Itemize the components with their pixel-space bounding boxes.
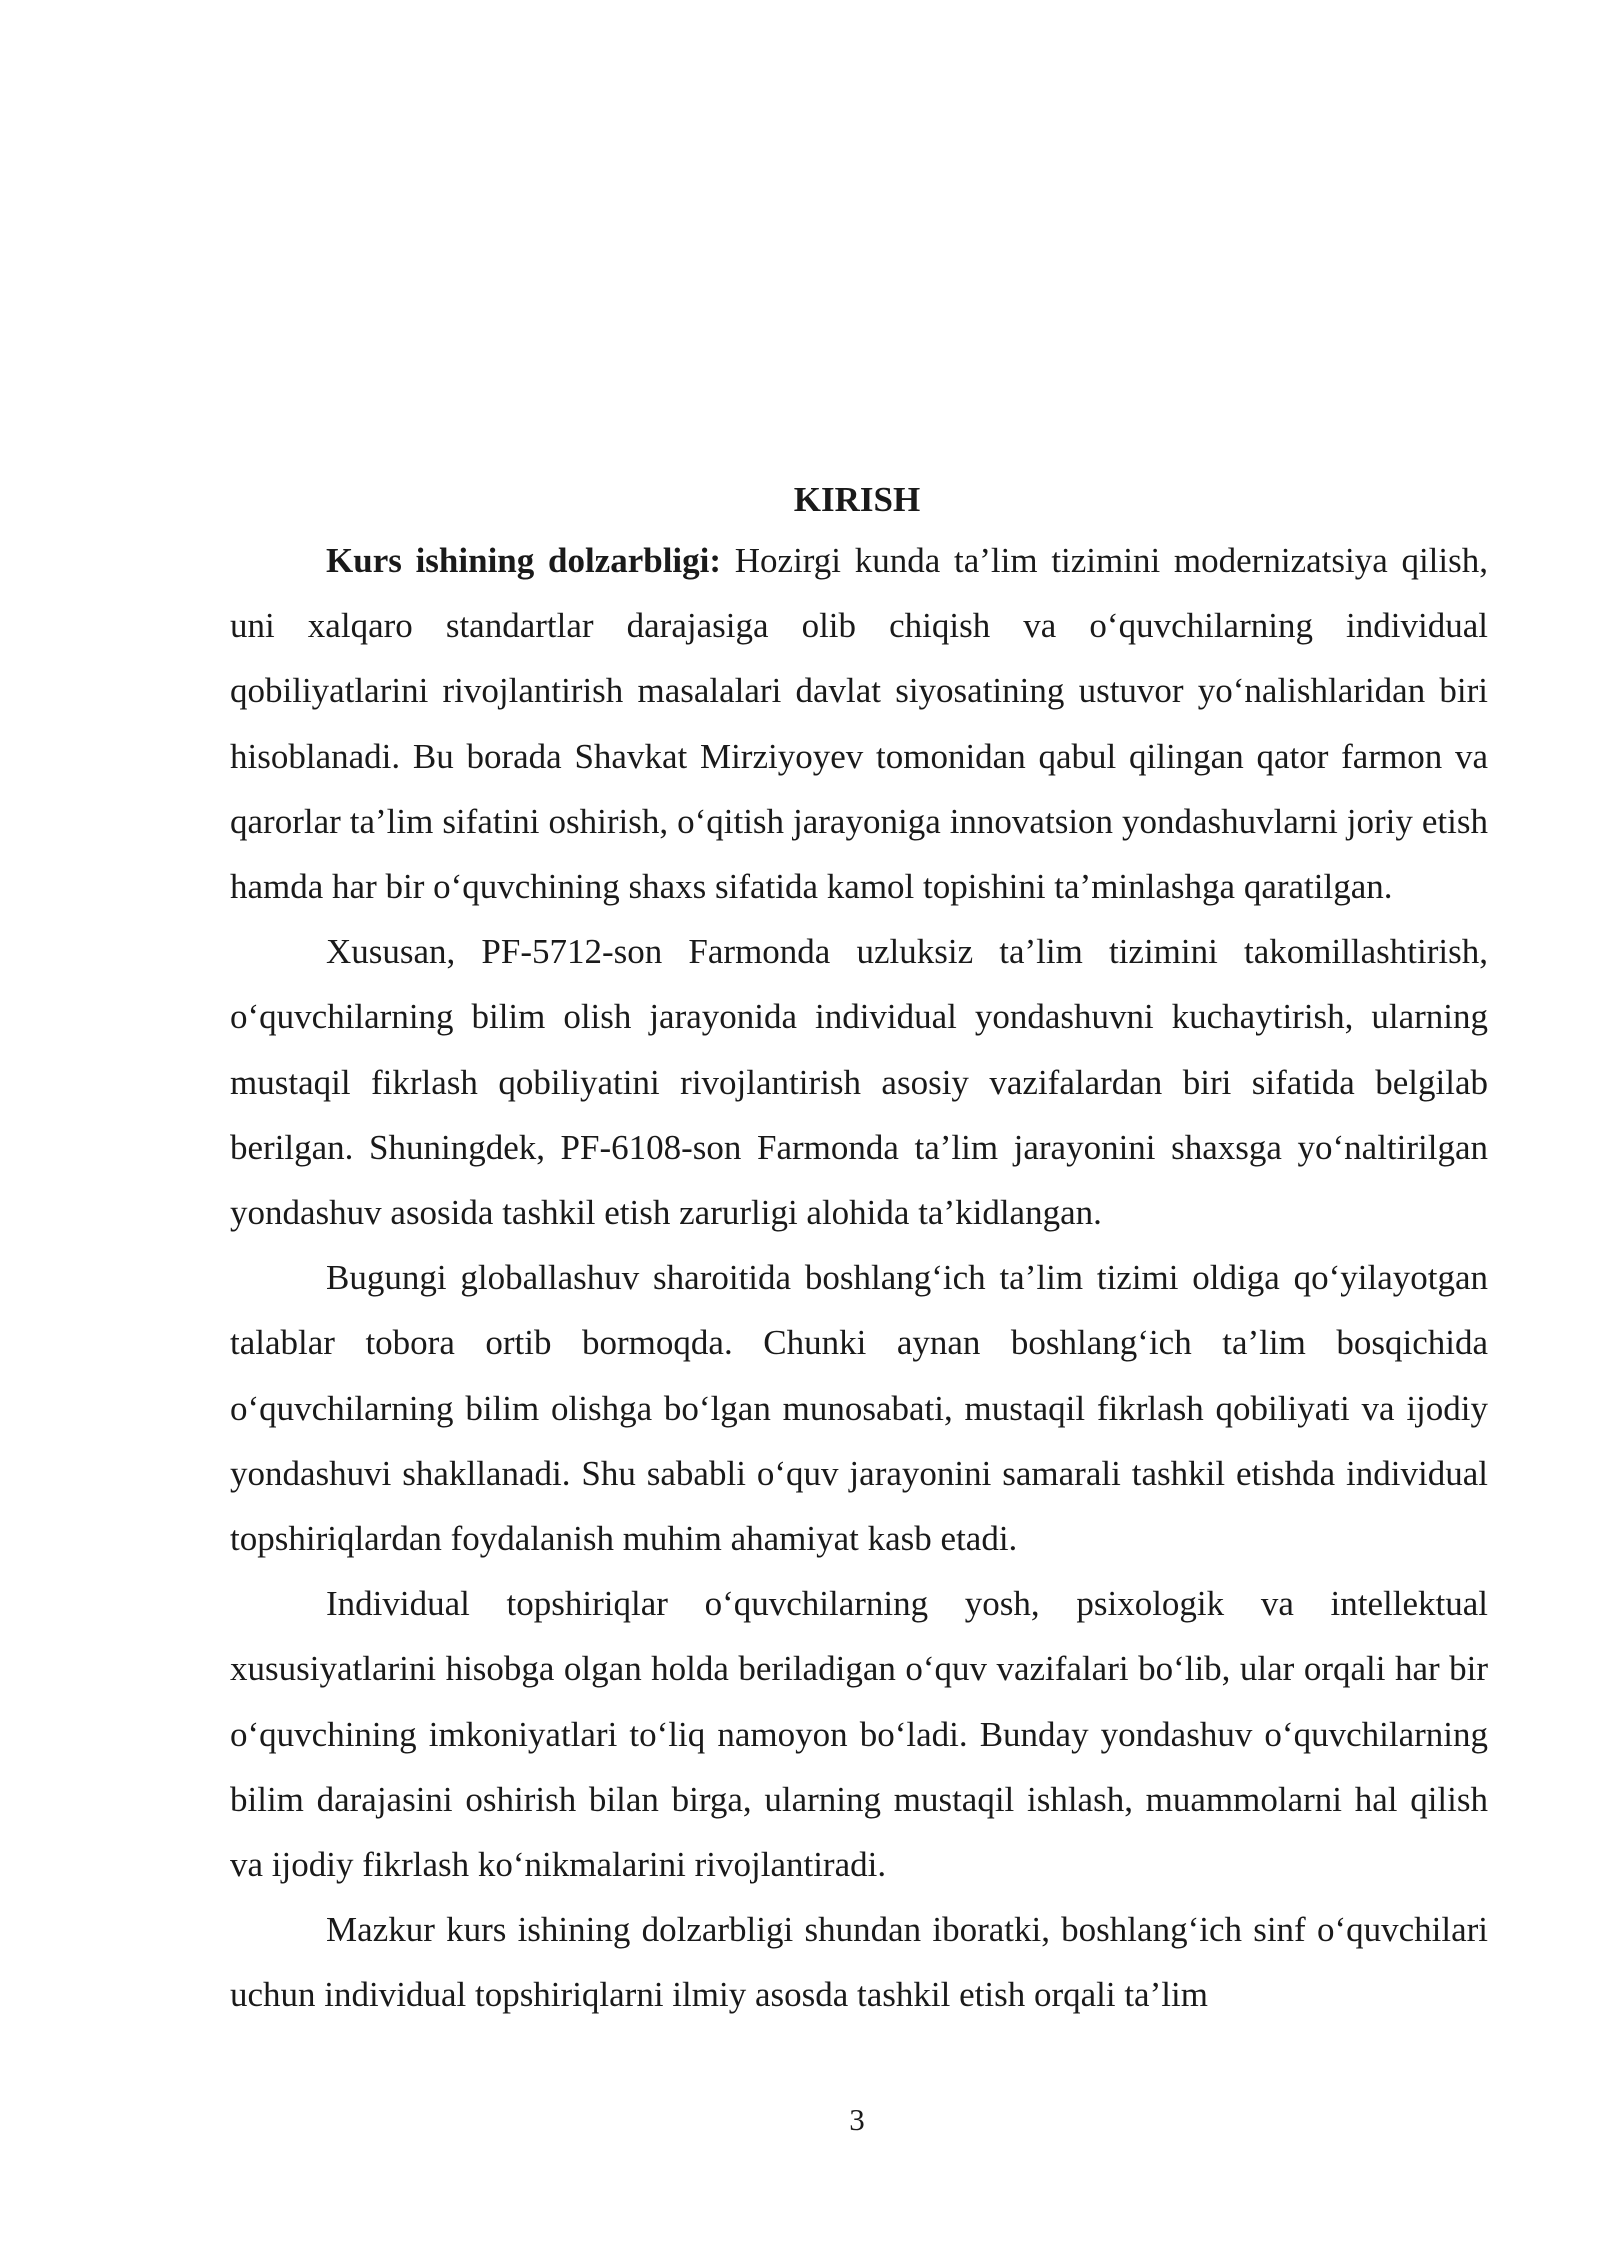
paragraph-text: Hozirgi kunda ta’lim tizimini modernizatsiya qilish, uni xalqaro standartlar darajasiga olib chiqish va o‘quvchilarning individual qobiliyatlarini rivojlantirish masalalari davlat siyosatining ustuvor yo‘nalishlaridan biri hisoblanadi. Bu borada Shavkat Mirziyoyev tomonidan qabul qilingan qator farmon va qarorlar ta’lim sifatini oshirish, o‘qitish jarayoniga innovatsion yondashuvlarni joriy etish hamda har bir o‘quvchining shaxs sifatida kamol topishini ta’minlashga qaratilgan.: [230, 541, 1488, 907]
paragraph-lead: Kurs ishining dolzarbligi:: [326, 541, 722, 580]
body-text: [230, 528, 1488, 2028]
paragraph-decrees: Xususan, PF-5712-son Farmonda uzluksiz ta’lim tizimini takomillashtirish, o‘quvchilarning bilim olish jarayonida individual yondashuvni kuchaytirish, ularning mustaqil fikrlash qobiliyatini rivojlantirish asosiy vazifalardan biri sifatida belgilab berilgan. Shuningdek, PF-6108-son Farmonda ta’lim jarayonini shaxsga yo‘naltirilgan yondashuv asosida tashkil etish zarurligi alohida ta’kidlangan.: [230, 932, 1488, 1233]
paragraph-primary-education: Bugungi globallashuv sharoitida boshlang‘ich ta’lim tizimi oldiga qo‘yilayotgan talablar tobora ortib bormoqda. Chunki aynan boshlang‘ich ta’lim bosqichida o‘quvchilarning bilim olishga bo‘lgan munosabati, mustaqil fikrlash qobiliyati va ijodiy yondashuvi shakllanadi. Shu sababli o‘quv jarayonini samarali tashkil etishda individual topshiriqlardan foydalanish muhim ahamiyat kasb etadi.: [230, 1258, 1488, 1559]
page-number: 3: [849, 2102, 865, 2137]
paragraph-relevance: [230, 528, 1488, 919]
section-heading: KIRISH: [793, 480, 921, 519]
paragraph-individual-tasks: Individual topshiriqlar o‘quvchilarning yosh, psixologik va intellektual xususiyatlarini hisobga olgan holda beriladigan o‘quv vazifalari bo‘lib, ular orqali har bir o‘quvchining imkoniyatlari to‘liq namoyon bo‘ladi. Bunday yondashuv o‘quvchilarning bilim darajasini oshirish bilan birga, ularning mustaqil ishlash, muammolarni hal qilish va ijodiy fikrlash ko‘nikmalarini rivojlantiradi.: [230, 1584, 1488, 1885]
paragraph-course-relevance: Mazkur kurs ishining dolzarbligi shundan iboratki, boshlang‘ich sinf o‘quvchilari uchun individual topshiriqlarni ilmiy asosda tashkil etish orqali ta’lim: [230, 1910, 1488, 2015]
